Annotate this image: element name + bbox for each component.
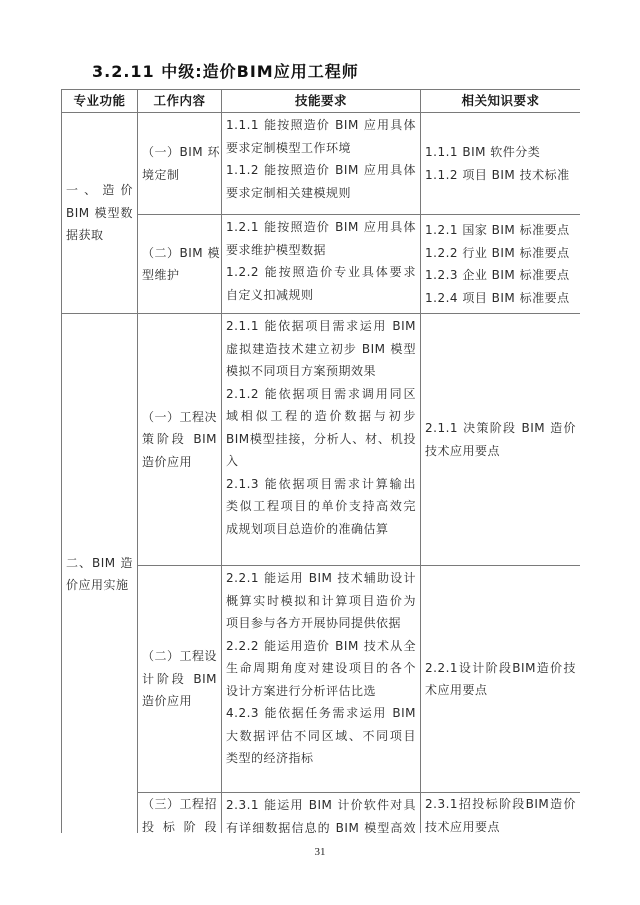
competency-table-container xyxy=(61,89,580,833)
function-cell xyxy=(62,113,138,314)
table-row xyxy=(62,314,581,566)
skill-line: BIM模型挂接，分析人、材、机投 xyxy=(226,431,416,446)
knowledge-cell xyxy=(421,215,581,314)
skill-line: 2.2.1 能运用 BIM 技术辅助设计 xyxy=(226,571,416,585)
section-title: 3.2.11 中级:造价BIM应用工程师 xyxy=(92,62,359,81)
work-line: （二）BIM 模 xyxy=(142,245,220,260)
function-line: 一、造价 xyxy=(66,183,133,198)
skill-cell xyxy=(222,314,421,566)
table-row xyxy=(62,793,581,834)
knowledge-line: 2.3.1招投标阶段BIM造价 xyxy=(425,797,576,811)
page-number: 31 xyxy=(314,846,326,858)
header-function: 专业功能 xyxy=(62,90,138,113)
table-header-row xyxy=(62,90,581,113)
table-row xyxy=(62,566,581,793)
work-content-cell xyxy=(138,566,222,793)
header-skill-requirements: 技能要求 xyxy=(222,90,421,113)
knowledge-line: 1.2.2 行业 BIM 标准要点 xyxy=(425,245,570,260)
skill-line: 入 xyxy=(226,454,239,468)
skill-cell xyxy=(222,113,421,215)
header-knowledge-requirements: 相关知识要求 xyxy=(421,90,581,113)
knowledge-line: 1.2.4 项目 BIM 标准要点 xyxy=(425,290,570,305)
skill-line: 2.1.1 能依据项目需求运用 BIM xyxy=(226,319,416,333)
function-line: 二、BIM 造 xyxy=(66,555,133,570)
skill-line: 1.2.2 能按照造价专业具体要求 xyxy=(226,265,416,279)
work-line: 造价应用 xyxy=(142,694,193,709)
work-line: 境定制 xyxy=(142,167,180,182)
knowledge-line: 技术应用要点 xyxy=(425,819,501,833)
skill-line: 域相似工程的造价数据与初步 xyxy=(226,409,416,423)
skill-line: 2.2.2 能运用造价 BIM 技术从全 xyxy=(226,638,416,653)
function-line: BIM 模型数 xyxy=(66,205,133,220)
work-line: （一）工程决 xyxy=(142,409,218,424)
header-work-content: 工作内容 xyxy=(138,90,222,113)
knowledge-line: 1.1.2 项目 BIM 技术标准 xyxy=(425,167,570,182)
work-content-cell xyxy=(138,113,222,215)
knowledge-cell xyxy=(421,793,581,834)
knowledge-line: 2.2.1设计阶段BIM造价技 xyxy=(425,660,576,675)
table-row xyxy=(62,215,581,314)
table-row xyxy=(62,113,581,215)
work-line: （三）工程招 xyxy=(142,797,217,811)
knowledge-line: 2.1.1 决策阶段 BIM 造价 xyxy=(425,421,576,435)
skill-line: 生命周期角度对建设项目的各个 xyxy=(226,661,416,675)
knowledge-cell xyxy=(421,566,581,793)
knowledge-line: 1.2.1 国家 BIM 标准要点 xyxy=(425,223,570,237)
skill-line: 2.3.1 能运用 BIM 计价软件对具 xyxy=(226,798,416,812)
work-content-cell xyxy=(138,793,222,834)
skill-line: 类型的经济指标 xyxy=(226,751,314,765)
skill-line: 1.2.1 能按照造价 BIM 应用具体 xyxy=(226,220,416,234)
skill-line: 1.1.1 能按照造价 BIM 应用具体 xyxy=(226,118,416,132)
skill-line: 1.1.2 能按照造价 BIM 应用具体 xyxy=(226,163,416,177)
work-line: （一）BIM 环 xyxy=(142,145,220,159)
skill-line: 4.2.3 能依据任务需求运用 BIM xyxy=(226,706,416,720)
knowledge-line: 术应用要点 xyxy=(425,683,488,697)
work-line: 型维护 xyxy=(142,268,180,282)
knowledge-line: 技术应用要点 xyxy=(425,443,501,458)
work-line: 策阶段 BIM xyxy=(142,432,217,447)
function-line: 据获取 xyxy=(66,228,104,243)
skill-cell xyxy=(222,215,421,314)
skill-line: 自定义扣减规则 xyxy=(226,287,314,302)
skill-line: 要求维护模型数据 xyxy=(226,242,327,257)
competency-table xyxy=(61,89,580,833)
skill-line: 要求定制相关建模规则 xyxy=(226,185,352,200)
skill-line: 虚拟建造技术建立初步 BIM 模型 xyxy=(226,341,416,356)
skill-line: 设计方案进行分析评估比选 xyxy=(226,683,377,698)
work-line: 投标阶段 xyxy=(142,819,217,833)
skill-line: 类似工程项目的单价支持高效完 xyxy=(226,499,416,513)
skill-line: 概算实时模拟和计算项目造价为 xyxy=(226,593,416,608)
knowledge-line: 1.1.1 BIM 软件分类 xyxy=(425,145,541,159)
skill-line: 大数据评估不同区域、不同项目 xyxy=(226,728,416,743)
knowledge-cell xyxy=(421,314,581,566)
knowledge-line: 1.2.3 企业 BIM 标准要点 xyxy=(425,268,570,282)
work-content-cell xyxy=(138,215,222,314)
skill-line: 成规划项目总造价的准确估算 xyxy=(226,521,389,536)
skill-line: 2.1.3 能依据项目需求计算输出 xyxy=(226,476,416,491)
skill-line: 2.1.2 能依据项目需求调用同区 xyxy=(226,386,416,401)
work-content-cell xyxy=(138,314,222,566)
work-line: 计阶段 BIM xyxy=(142,671,217,686)
skill-line: 项目参与各方开展协同提供依据 xyxy=(226,616,402,630)
work-line: 造价应用 xyxy=(142,454,193,469)
knowledge-cell xyxy=(421,113,581,215)
function-line: 价应用实施 xyxy=(66,578,129,592)
skill-cell xyxy=(222,793,421,834)
work-line: （二）工程设 xyxy=(142,649,218,664)
skill-line: 模拟不同项目方案预期效果 xyxy=(226,364,377,378)
skill-cell xyxy=(222,566,421,793)
skill-line: 有详细数据信息的 BIM 模型高效 xyxy=(226,820,416,833)
function-cell xyxy=(62,314,138,834)
skill-line: 要求定制模型工作环境 xyxy=(226,140,352,155)
